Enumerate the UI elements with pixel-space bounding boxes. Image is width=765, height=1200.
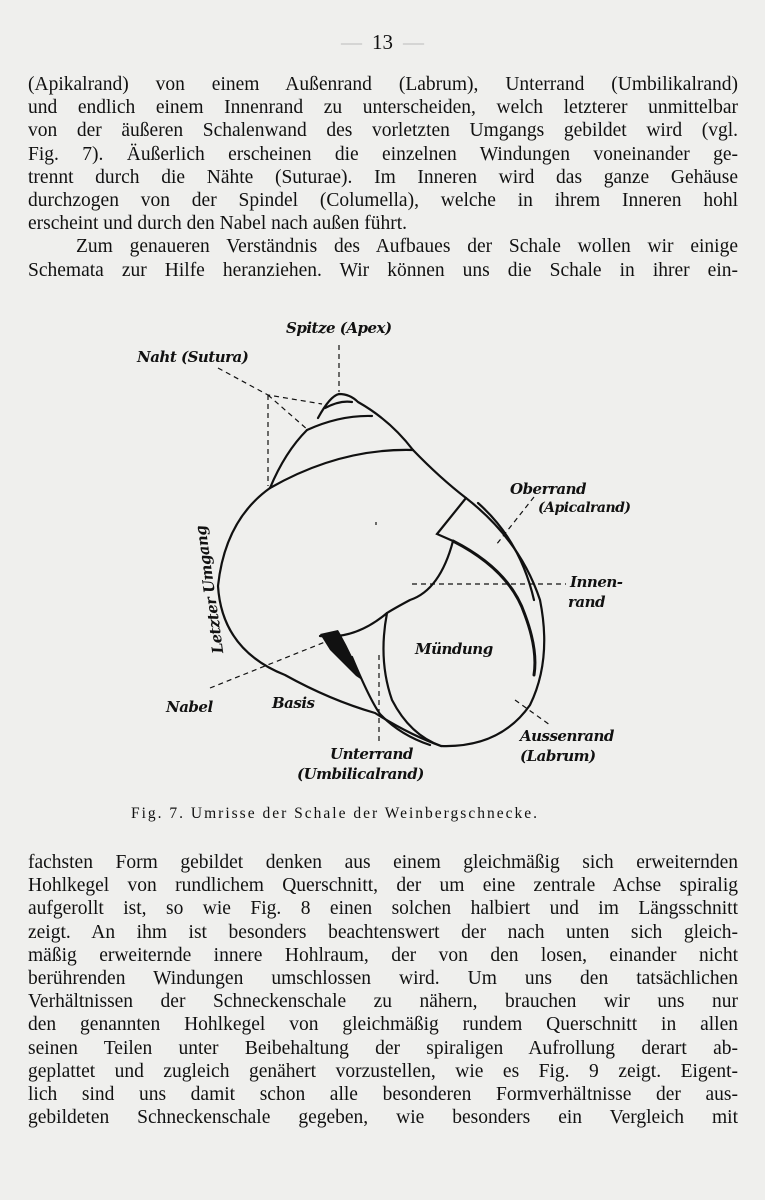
- text-line: Schemata zur Hilfe heranziehen. Wir können uns die Schale in ihrer ein-: [28, 259, 738, 281]
- label-muendung: Mündung: [415, 640, 493, 658]
- text-line: von der äußeren Schalenwand des vorletzten Umgangs gebildet wird (vgl.: [28, 120, 738, 142]
- text-line: durchzogen von der Spindel (Columella), welche in ihrem Inneren hohl: [28, 189, 738, 211]
- text-line: geplattet und zugleich genähert vorzustellen, wie es Fig. 9 zeigt. Eigent-: [28, 1060, 738, 1082]
- label-oberrand: Oberrand: [510, 480, 587, 498]
- text-line: lich sind uns damit schon alle besonderen Formverhältnisse der aus-: [28, 1083, 738, 1105]
- label-apex: Spitze (Apex): [286, 319, 392, 337]
- text-line: den genannten Hohlkegel von gleichmäßig rundem Querschnitt in allen: [28, 1014, 738, 1036]
- label-basis: Basis: [272, 694, 315, 712]
- text-line: aufgerollt ist, so wie Fig. 8 einen solchen halbiert und im Längsschnitt: [28, 898, 738, 920]
- text-line: erscheint und durch den Nabel nach außen führt.: [28, 213, 408, 235]
- text-line: Fig. 7). Äußerlich erscheinen die einzelnen Windungen voneinander ge-: [28, 143, 738, 165]
- text-line: Hohlkegel von rundlichem Querschnitt, der um eine zentrale Achse spiralig: [28, 875, 738, 897]
- nabel-shape: [320, 630, 362, 680]
- text-line: gebildeten Schneckenschale gegeben, wie besonders ein Vergleich mit: [28, 1107, 738, 1129]
- paragraph-1: [28, 73, 738, 282]
- text-line: Verhältnissen der Schneckenschale zu nähern, brauchen wir uns nur: [28, 991, 738, 1013]
- label-umbilicalrand: (Umbilicalrand): [297, 765, 424, 783]
- label-sutura: Naht (Sutura): [137, 348, 249, 366]
- text-line: Zum genaueren Verständnis des Aufbaues der Schale wollen wir einige: [76, 236, 738, 258]
- label-labrum: (Labrum): [520, 747, 596, 765]
- label-apicalrand: (Apicalrand): [538, 500, 631, 516]
- text-line: fachsten Form gebildet denken aus einem gleichmäßig sich erweiternden: [28, 852, 738, 873]
- page-number: — 13 —: [341, 30, 424, 54]
- text-line: berührenden Windungen umschlossen wird. Um uns den tatsächlichen: [28, 967, 738, 989]
- text-line: mäßig erweiternde innere Hohlraum, der von den losen, einander nicht: [28, 944, 738, 966]
- text-line: zeigt. An ihm ist besonders beachtenswert der nach unten sich gleich-: [28, 921, 738, 943]
- label-unterrand: Unterrand: [330, 745, 413, 763]
- label-letzter-umgang: Letzter Umgang: [191, 524, 228, 655]
- text-line: seinen Teilen unter Beibehaltung der spiraligen Aufrollung derart ab-: [28, 1037, 738, 1059]
- shell-outline-drawing: [0, 300, 765, 800]
- figure-shell-diagram: [0, 300, 765, 800]
- figure-caption: Fig. 7. Umrisse der Schale der Weinbergschnecke.: [131, 805, 539, 822]
- text-line: (Apikalrand) von einem Außenrand (Labrum), Unterrand (Umbilikalrand): [28, 74, 738, 95]
- text-line: trennt durch die Nähte (Suturae). Im Inneren wird das ganze Gehäuse: [28, 166, 738, 188]
- label-nabel: Nabel: [166, 698, 213, 716]
- label-innenrand-2: rand: [568, 593, 606, 611]
- label-innenrand-1: Innen-: [570, 573, 623, 591]
- text-line: und endlich einem Innenrand zu unterscheiden, welch letzterer unmittelbar: [28, 97, 738, 119]
- page-number-text: 13: [372, 30, 393, 54]
- paragraph-3: [28, 851, 738, 1129]
- label-aussenrand: Aussenrand: [520, 727, 614, 745]
